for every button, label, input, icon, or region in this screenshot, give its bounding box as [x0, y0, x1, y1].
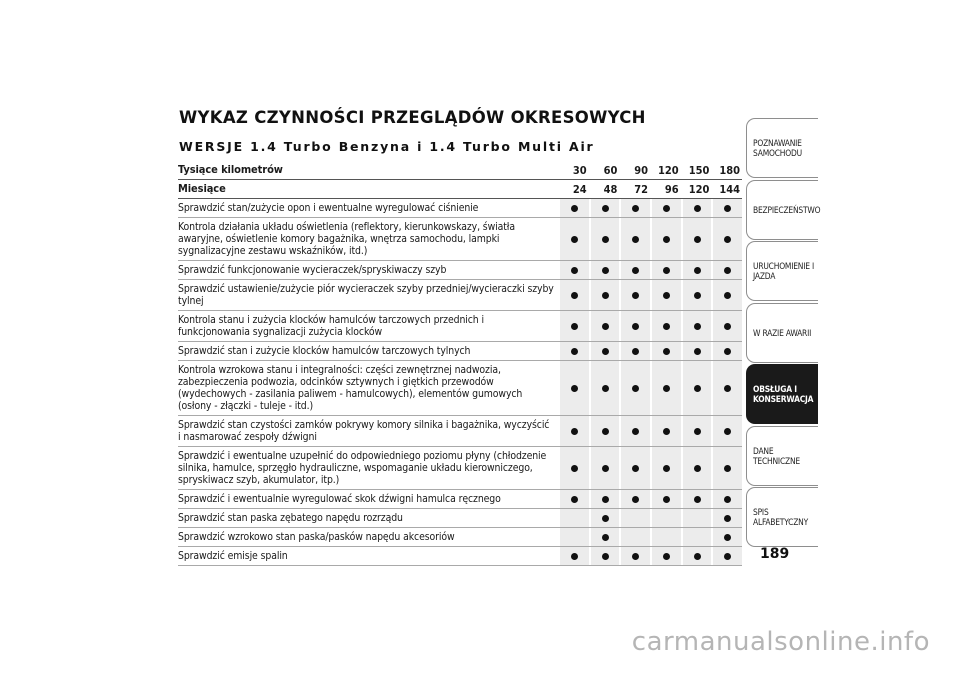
table-row [178, 509, 742, 528]
row-description: Sprawdzić ustawienie/zużycie piór wycieraczek szyby przedniej/wycieraczki szyby tylnej [178, 283, 554, 307]
interval-cell [591, 490, 620, 508]
required-dot-icon [724, 236, 731, 243]
required-dot-icon [724, 428, 731, 435]
header-cell: 60 [603, 163, 618, 177]
header-cell: 120 [658, 163, 679, 177]
row-cells [558, 342, 742, 360]
required-dot-icon [602, 428, 609, 435]
header-row-months [178, 180, 742, 199]
row-description: Sprawdzić funkcjonowanie wycieraczek/spryskiwaczy szyb [178, 264, 447, 276]
row-cells [558, 447, 742, 489]
interval-cell [683, 342, 712, 360]
interval-cell [560, 261, 589, 279]
required-dot-icon [571, 205, 578, 212]
header-cell: 144 [719, 182, 741, 196]
required-dot-icon [663, 553, 670, 560]
required-dot-icon [571, 323, 578, 330]
row-description: Sprawdzić i ewentualne uzupełnić do odpowiedniego poziomu płyny (chłodzenie silnika, hamulce, sprzęgło hydrauliczne, wspomaganie układu kierowniczego, spryskiwacz szyb, akumulator, itp.) [178, 450, 547, 486]
required-dot-icon [632, 465, 639, 472]
required-dot-icon [694, 236, 701, 243]
chapter-tab[interactable]: SPIS ALFABETYCZNY [746, 487, 818, 547]
required-dot-icon [632, 496, 639, 503]
required-dot-icon [602, 465, 609, 472]
chapter-tabs [746, 118, 821, 549]
table-row [178, 447, 742, 490]
watermark: carmanualsonline.info [631, 627, 930, 657]
interval-cell [652, 199, 681, 217]
row-cells [558, 490, 742, 508]
required-dot-icon [694, 428, 701, 435]
interval-cell [713, 199, 742, 217]
interval-cell [683, 199, 712, 217]
required-dot-icon [663, 267, 670, 274]
table-row [178, 218, 742, 261]
row-description: Sprawdzić stan czystości zamków pokrywy komory silnika i bagażnika, wyczyścić i nasmarować zespoły dźwigni [178, 419, 550, 443]
interval-cell [683, 447, 712, 489]
chapter-tab[interactable]: W RAZIE AWARII [746, 303, 818, 363]
row-cells [558, 218, 742, 260]
required-dot-icon [632, 236, 639, 243]
interval-cell [621, 509, 650, 527]
interval-cell [621, 280, 650, 310]
interval-cell [683, 218, 712, 260]
interval-cell [591, 342, 620, 360]
interval-cell [713, 342, 742, 360]
header-cell: 48 [603, 182, 618, 196]
required-dot-icon [724, 292, 731, 299]
required-dot-icon [663, 465, 670, 472]
required-dot-icon [602, 515, 609, 522]
row-cells [558, 547, 742, 565]
interval-cell [713, 547, 742, 565]
required-dot-icon [663, 292, 670, 299]
required-dot-icon [632, 323, 639, 330]
interval-cell [683, 280, 712, 310]
header-cell: 90 [634, 163, 649, 177]
interval-cell [560, 490, 589, 508]
row-cells [558, 361, 742, 415]
row-description: Sprawdzić stan i zużycie klocków hamulców tarczowych tylnych [178, 345, 471, 357]
chapter-tab[interactable]: OBSŁUGA I KONSERWACJA [746, 364, 818, 424]
interval-cell [683, 509, 712, 527]
row-description: Sprawdzić emisje spalin [178, 550, 288, 562]
interval-cell [560, 528, 589, 546]
interval-cell [621, 547, 650, 565]
required-dot-icon [571, 465, 578, 472]
required-dot-icon [694, 465, 701, 472]
required-dot-icon [571, 267, 578, 274]
required-dot-icon [663, 205, 670, 212]
row-description: Sprawdzić stan paska zębatego napędu rozrządu [178, 512, 403, 524]
chapter-tab[interactable]: DANE TECHNICZNE [746, 426, 818, 486]
required-dot-icon [632, 553, 639, 560]
table-row [178, 361, 742, 416]
required-dot-icon [571, 496, 578, 503]
required-dot-icon [602, 496, 609, 503]
interval-cell [560, 447, 589, 489]
row-description: Sprawdzić stan/zużycie opon i ewentualne wyregulować ciśnienie [178, 202, 479, 214]
required-dot-icon [663, 496, 670, 503]
required-dot-icon [724, 348, 731, 355]
interval-cell [560, 416, 589, 446]
required-dot-icon [602, 292, 609, 299]
required-dot-icon [724, 465, 731, 472]
interval-cell [713, 361, 742, 415]
table-row [178, 280, 742, 311]
header-cell: 120 [688, 182, 710, 196]
interval-cell [591, 416, 620, 446]
interval-cell [621, 218, 650, 260]
interval-cell [713, 490, 742, 508]
interval-cell [683, 528, 712, 546]
header-label: Tysiące kilometrów [178, 163, 283, 176]
required-dot-icon [602, 553, 609, 560]
row-cells [558, 528, 742, 546]
interval-cell [652, 218, 681, 260]
interval-cell [652, 528, 681, 546]
page-subtitle: WERSJE 1.4 Turbo Benzyna i 1.4 Turbo Multi Air [179, 139, 595, 154]
row-cells [558, 261, 742, 279]
interval-cell [652, 261, 681, 279]
interval-cell [683, 416, 712, 446]
header-cell: 150 [688, 163, 710, 177]
required-dot-icon [694, 348, 701, 355]
interval-cell [591, 547, 620, 565]
required-dot-icon [602, 236, 609, 243]
required-dot-icon [663, 428, 670, 435]
interval-cell [621, 342, 650, 360]
required-dot-icon [663, 323, 670, 330]
required-dot-icon [724, 323, 731, 330]
interval-cell [560, 280, 589, 310]
required-dot-icon [571, 348, 578, 355]
interval-cell [652, 547, 681, 565]
table-body [178, 199, 742, 566]
interval-cell [713, 416, 742, 446]
header-row-km [178, 161, 742, 180]
interval-cell [713, 311, 742, 341]
header-cell: 72 [634, 182, 649, 196]
required-dot-icon [602, 534, 609, 541]
interval-cell [652, 416, 681, 446]
interval-cell [560, 218, 589, 260]
interval-cell [652, 509, 681, 527]
required-dot-icon [602, 267, 609, 274]
interval-cell [621, 361, 650, 415]
table-row [178, 547, 742, 566]
interval-cell [591, 261, 620, 279]
row-description: Kontrola wzrokowa stanu i integralności: części zewnętrznej nadwozia, zabezpieczenia podwozia, odcinków sztywnych i giętkich przewodów (wydechowych - zasilania paliwem - hamulcowych), elementów gumowych (osłony - złączki - tuleje - itd.) [178, 364, 523, 412]
table-row [178, 311, 742, 342]
required-dot-icon [694, 205, 701, 212]
interval-cell [652, 280, 681, 310]
interval-cell [683, 311, 712, 341]
required-dot-icon [571, 428, 578, 435]
required-dot-icon [571, 236, 578, 243]
row-description: Sprawdzić wzrokowo stan paska/pasków napędu akcesoriów [178, 531, 455, 543]
row-cells [558, 416, 742, 446]
interval-cell [591, 447, 620, 489]
interval-cell [652, 447, 681, 489]
required-dot-icon [694, 267, 701, 274]
interval-cell [621, 490, 650, 508]
interval-cell [652, 361, 681, 415]
required-dot-icon [724, 553, 731, 560]
interval-cell [683, 547, 712, 565]
required-dot-icon [632, 428, 639, 435]
maintenance-table [178, 161, 742, 566]
header-cell: 30 [572, 163, 587, 177]
required-dot-icon [694, 292, 701, 299]
required-dot-icon [724, 496, 731, 503]
interval-cell [713, 280, 742, 310]
required-dot-icon [694, 553, 701, 560]
row-description: Sprawdzić i ewentualnie wyregulować skok dźwigni hamulca ręcznego [178, 493, 501, 505]
interval-cell [591, 199, 620, 217]
interval-cell [621, 311, 650, 341]
page-title: WYKAZ CZYNNOŚCI PRZEGLĄDÓW OKRESOWYCH [179, 108, 646, 127]
row-cells [558, 311, 742, 341]
chapter-tab[interactable]: BEZPIECZEŃSTWO [746, 180, 818, 240]
interval-cell [591, 280, 620, 310]
required-dot-icon [724, 205, 731, 212]
required-dot-icon [632, 292, 639, 299]
required-dot-icon [663, 385, 670, 392]
required-dot-icon [724, 534, 731, 541]
interval-cell [591, 509, 620, 527]
required-dot-icon [694, 496, 701, 503]
header-cell: 96 [664, 182, 679, 196]
interval-cell [560, 509, 589, 527]
interval-cell [713, 218, 742, 260]
table-row [178, 261, 742, 280]
interval-cell [560, 342, 589, 360]
table-row [178, 199, 742, 218]
table-row [178, 416, 742, 447]
interval-cell [683, 361, 712, 415]
interval-cell [621, 528, 650, 546]
interval-cell [713, 509, 742, 527]
row-cells [558, 199, 742, 217]
chapter-tab[interactable]: URUCHOMIENIE I JAZDA [746, 241, 818, 301]
required-dot-icon [632, 267, 639, 274]
row-cells [558, 509, 742, 527]
interval-cell [713, 447, 742, 489]
header-label: Miesiące [178, 182, 226, 195]
interval-cell [621, 199, 650, 217]
interval-cell [683, 261, 712, 279]
table-row [178, 342, 742, 361]
required-dot-icon [724, 267, 731, 274]
interval-cell [560, 199, 589, 217]
required-dot-icon [694, 323, 701, 330]
row-cells [558, 280, 742, 310]
required-dot-icon [724, 515, 731, 522]
required-dot-icon [663, 236, 670, 243]
header-cell: 180 [719, 163, 741, 177]
required-dot-icon [694, 385, 701, 392]
interval-cell [560, 361, 589, 415]
required-dot-icon [632, 348, 639, 355]
interval-cell [652, 490, 681, 508]
interval-cell [713, 261, 742, 279]
required-dot-icon [602, 323, 609, 330]
interval-cell [621, 447, 650, 489]
required-dot-icon [571, 292, 578, 299]
interval-cell [591, 361, 620, 415]
required-dot-icon [602, 348, 609, 355]
header-cells [558, 161, 742, 179]
required-dot-icon [602, 205, 609, 212]
interval-cell [591, 528, 620, 546]
required-dot-icon [632, 385, 639, 392]
row-description: Kontrola działania układu oświetlenia (reflektory, kierunkowskazy, światła awaryjne, oświetlenie komory bagażnika, wnętrza samochodu, lampki sygnalizacyjne zestawu wskaźników, itd.) [178, 221, 515, 257]
required-dot-icon [602, 385, 609, 392]
interval-cell [621, 416, 650, 446]
required-dot-icon [571, 553, 578, 560]
interval-cell [652, 342, 681, 360]
header-cells [558, 180, 742, 198]
required-dot-icon [632, 205, 639, 212]
chapter-tab[interactable]: POZNAWANIE SAMOCHODU [746, 118, 818, 178]
table-row [178, 490, 742, 509]
interval-cell [591, 218, 620, 260]
page-number: 189 [760, 546, 790, 562]
interval-cell [591, 311, 620, 341]
required-dot-icon [724, 385, 731, 392]
required-dot-icon [571, 385, 578, 392]
interval-cell [683, 490, 712, 508]
interval-cell [713, 528, 742, 546]
required-dot-icon [663, 348, 670, 355]
interval-cell [652, 311, 681, 341]
header-cell: 24 [572, 182, 587, 196]
row-description: Kontrola stanu i zużycia klocków hamulców tarczowych przednich i funkcjonowania sygnalizacji zużycia klocków [178, 314, 484, 338]
interval-cell [560, 547, 589, 565]
interval-cell [621, 261, 650, 279]
interval-cell [560, 311, 589, 341]
table-row [178, 528, 742, 547]
